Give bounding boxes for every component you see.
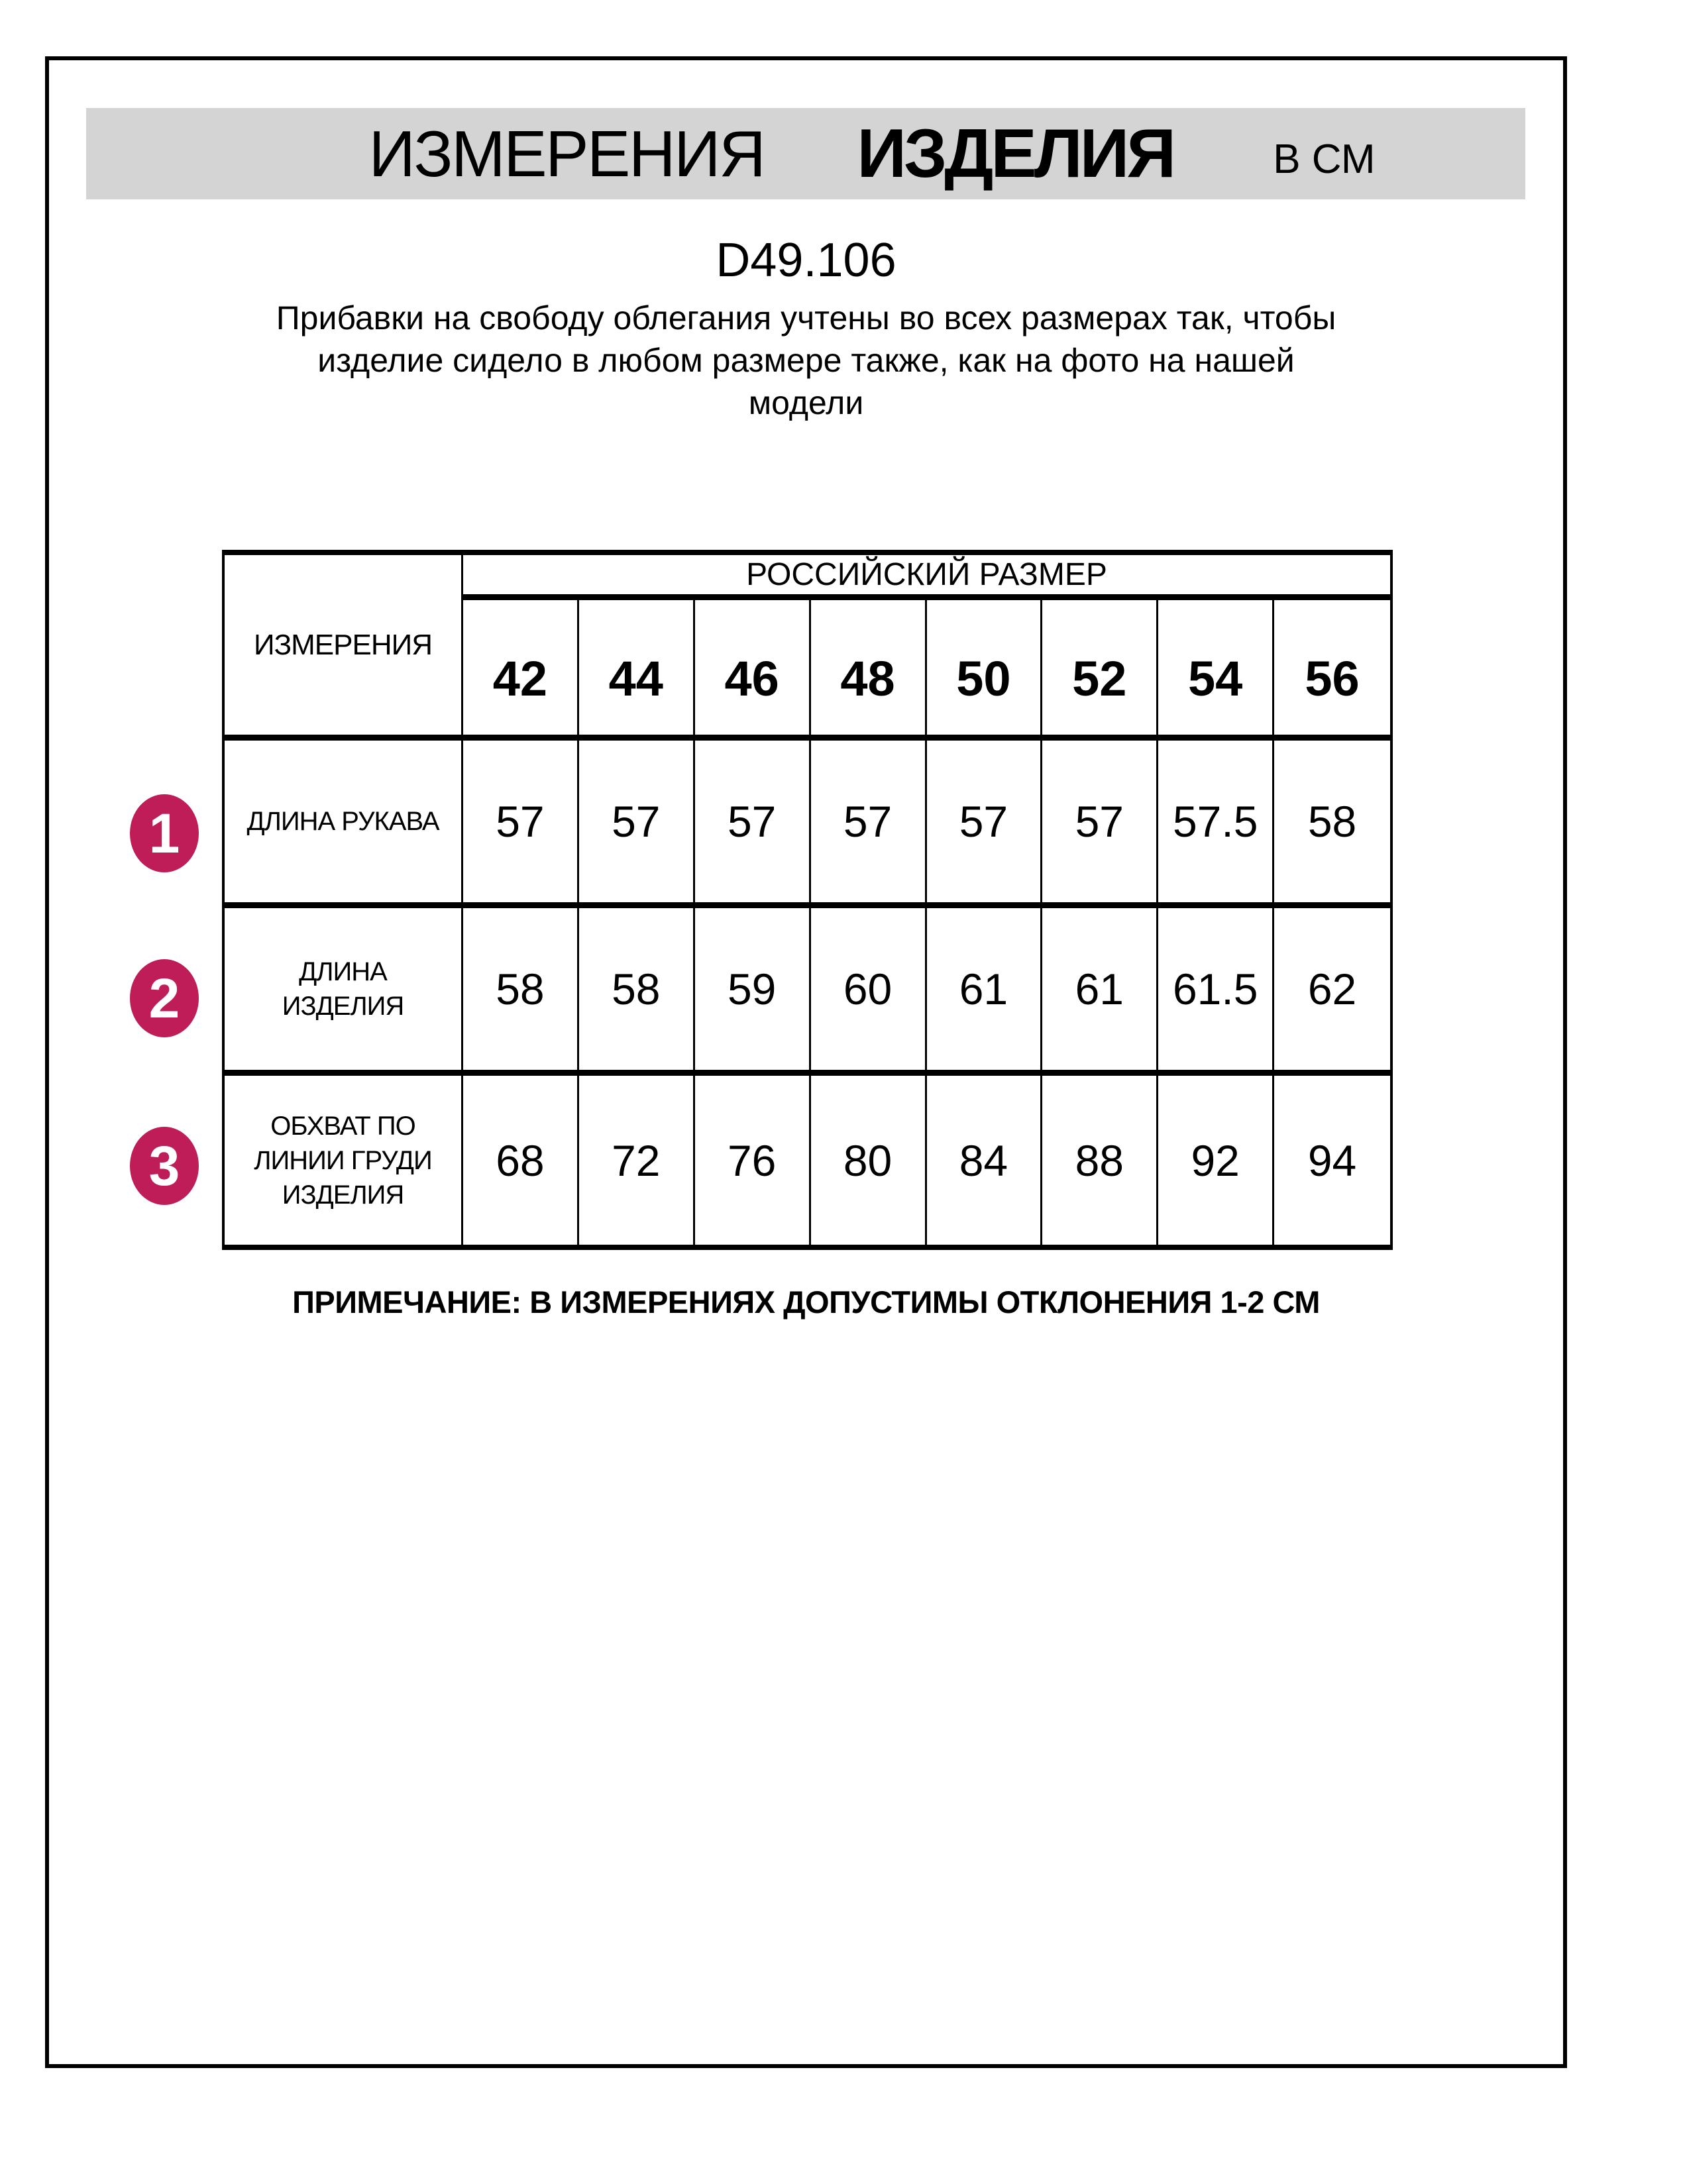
size-column-header: 52 [1042,600,1158,741]
table-cell-value: 57.5 [1158,741,1274,908]
row-number-badge-1 [130,794,199,872]
row-number-badge-2 [130,959,199,1037]
page-title-product: ИЗДЕЛИЯ [857,115,1174,192]
table-cell-value: 59 [695,908,811,1076]
table-cell-value: 57 [695,741,811,908]
size-group-header: РОССИЙСКИЙ РАЗМЕР [463,555,1390,600]
row-label-line: ИЗДЕЛИЯ [282,1180,404,1210]
size-table [222,550,1393,1250]
badge-number: 3 [148,1134,180,1197]
size-column-header: 42 [463,600,579,741]
badge-number: 2 [148,966,180,1029]
row-label-garment-length [225,908,463,1076]
table-cell-value: 68 [463,1076,579,1245]
table-cell-value: 58 [579,908,695,1076]
table-cell-value: 72 [579,1076,695,1245]
table-cell-value: 84 [927,1076,1043,1245]
table-cell-value: 61.5 [1158,908,1274,1076]
table-cell-value: 58 [463,908,579,1076]
tolerance-note: ПРИМЕЧАНИЕ: В ИЗМЕРЕНИЯХ ДОПУСТИМЫ ОТКЛОНЕНИЯ 1-2 СМ [292,1284,1320,1320]
table-cell-value: 57 [579,741,695,908]
fit-description [45,297,1567,424]
table-cell-value: 57 [927,741,1043,908]
table-cell-value: 57 [463,741,579,908]
table-cell-value: 62 [1274,908,1390,1076]
size-column-header: 50 [927,600,1043,741]
badge-number: 1 [148,802,180,864]
size-column-header: 56 [1274,600,1390,741]
table-cell-value: 58 [1274,741,1390,908]
table-cell-value: 61 [1042,908,1158,1076]
table-cell-value: 80 [811,1076,927,1245]
title-band [86,108,1525,199]
table-cell-value: 57 [811,741,927,908]
row-label-line: ЛИНИИ ГРУДИ [254,1145,432,1175]
size-column-header: 54 [1158,600,1274,741]
size-column-header: 46 [695,600,811,741]
fit-description-line: изделие сидело в любом размере также, как на фото на нашей [317,342,1295,379]
row-label-line: ИЗДЕЛИЯ [282,992,404,1021]
size-column-header: 48 [811,600,927,741]
row-label-line: ДЛИНА [299,957,387,986]
table-corner-header: ИЗМЕРЕНИЯ [225,555,463,741]
table-cell-value: 94 [1307,1135,1357,1185]
table-cell-value: 61 [927,908,1043,1076]
page-title-units: В СМ [1273,136,1376,182]
fit-description-line: Прибавки на свободу облегания учтены во всех размерах так, чтобы [276,299,1336,337]
fit-description-line: модели [748,384,864,421]
row-number-badge-3 [130,1127,199,1205]
table-cell-value: 88 [1042,1076,1158,1245]
size-column-header: 44 [579,600,695,741]
table-cell-value: 60 [811,908,927,1076]
row-label-sleeve-length [225,741,463,908]
table-cell-value: 92 [1158,1076,1274,1245]
row-label-line: ДЛИНА РУКАВА [246,807,439,836]
row-label-chest-girth [225,1076,463,1245]
product-code: D49.106 [716,234,896,287]
row-label-line: ОБХВАТ ПО [270,1111,415,1141]
page-title-measurements: ИЗМЕРЕНИЯ [368,117,765,190]
table-cell-value: 76 [695,1076,811,1245]
table-cell-value: 57 [1042,741,1158,908]
